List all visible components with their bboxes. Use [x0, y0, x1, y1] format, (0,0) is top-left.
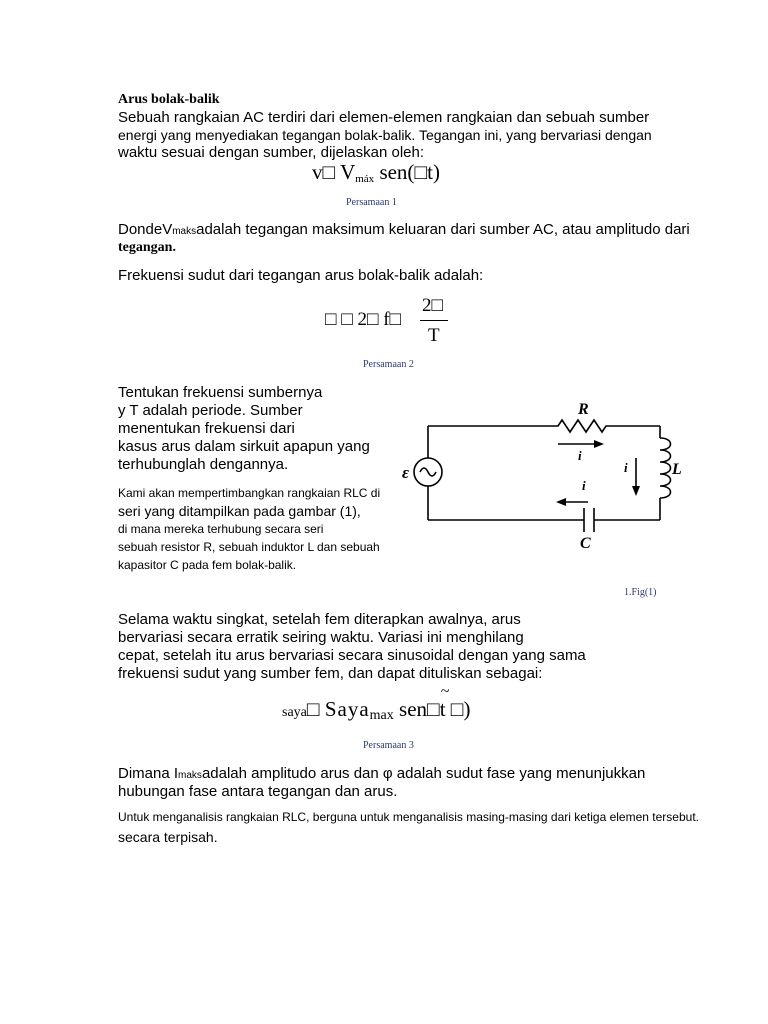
eq1-V: V: [340, 160, 356, 184]
left-small-1: Kami akan mempertimbangkan rangkaian RLC di: [118, 486, 381, 500]
intro-line-3: waktu sesuai dengan sumber, dijelaskan oleh:: [118, 144, 425, 161]
eq1-subscript: máx: [355, 173, 375, 185]
donde-subscript: maks: [172, 226, 197, 237]
arrow-top-head: [594, 440, 604, 448]
label-i-bottom: i: [582, 478, 586, 493]
rlc-circuit-diagram: [398, 396, 698, 556]
equation-3: [282, 683, 471, 724]
left-line-5: terhubunglah dengannya.: [118, 456, 289, 473]
dimana-prefix: Dimana I: [118, 765, 179, 782]
page-title: Arus bolak-balik: [118, 92, 220, 107]
eq1-t: t): [427, 160, 440, 184]
para2-line-1: Selama waktu singkat, setelah fem diterapkan awalnya, arus: [118, 611, 521, 628]
para2-line-2: bervariasi secara erratik seiring waktu. Variasi ini menghilang: [118, 629, 524, 646]
eq1-omega-box: □: [414, 160, 428, 184]
eq2-omega-box: □: [325, 309, 337, 330]
equation-1: [312, 160, 440, 185]
left-small-3: di mana mereka terhubung secara seri: [118, 522, 324, 536]
caption-equation-3: Persamaan 3: [363, 740, 414, 751]
donde-line-1: [118, 221, 690, 238]
eq3-t: t: [439, 697, 446, 721]
eq2-two: 2: [357, 309, 367, 330]
label-R: R: [578, 401, 589, 418]
eq3-omega-box: □: [427, 697, 440, 721]
capacitor-plates: [584, 508, 594, 532]
label-C: C: [580, 535, 591, 552]
final-line: secara terpisah.: [118, 829, 218, 845]
eq3-t-wrap: [439, 683, 450, 721]
left-line-3: menentukan frekuensi dari: [118, 420, 295, 437]
left-small-2: seri yang ditampilkan pada gambar (1),: [118, 503, 361, 519]
figure-caption: 1.Fig(1): [624, 587, 657, 598]
label-L: L: [672, 461, 682, 478]
eq2-numerator: [422, 295, 443, 317]
eq2-fraction-bar: [420, 320, 448, 321]
dimana-line-2: hubungan fase antara tegangan dan arus.: [118, 783, 398, 800]
eq3-subscript: max: [369, 708, 394, 723]
eq3-sen: sen: [399, 697, 428, 721]
eq2-denominator: T: [428, 325, 440, 346]
arrow-right-head: [632, 486, 640, 496]
dimana-subscript: maks: [178, 770, 202, 781]
arrow-bottom-head: [556, 498, 566, 506]
left-line-2: y T adalah periode. Sumber: [118, 402, 303, 419]
dimana-rest: adalah amplitudo arus dan φ adalah sudut fase yang menunjukkan: [201, 765, 646, 782]
frequency-intro: Frekuensi sudut dari tegangan arus bolak-balik adalah:: [118, 267, 484, 284]
eq3-close-paren: ): [463, 697, 471, 721]
caption-equation-2: Persamaan 2: [363, 359, 414, 370]
eq2-num-two: 2: [422, 295, 432, 316]
dimana-line-1: [118, 765, 645, 782]
eq3-saya: Saya: [324, 697, 370, 721]
eq3-saya-small: saya: [282, 705, 307, 720]
para2-line-4: frekuensi sudut yang sumber fem, dan dapat dituliskan sebagai:: [118, 665, 543, 682]
ac-source-wave: [420, 468, 436, 476]
intro-line-1: Sebuah rangkaian AC terdiri dari elemen-elemen rangkaian dan sebuah sumber: [118, 109, 650, 126]
label-i-right: i: [624, 460, 628, 475]
eq2-f: f: [383, 309, 390, 330]
donde-prefix: DondeV: [118, 221, 173, 238]
eq2-equals-box-2: □: [389, 309, 402, 330]
donde-rest: adalah tegangan maksimum keluaran dari sumber AC, atau amplitudo dari: [196, 221, 690, 238]
eq3-tilde: ~: [440, 683, 450, 700]
final-small-line: Untuk menganalisis rangkaian RLC, berguna untuk menganalisis masing-masing dari ketiga elemen tersebut.: [118, 810, 699, 824]
label-emf: ε: [402, 463, 409, 482]
eq1-sen: sen(: [379, 160, 415, 184]
eq2-pi-box: □: [366, 309, 379, 330]
left-line-4: kasus arus dalam sirkuit apapun yang: [118, 438, 370, 455]
eq1-box: □: [322, 160, 336, 184]
inductor-coil: [660, 438, 671, 498]
left-line-1: Tentukan frekuensi sumbernya: [118, 384, 323, 401]
eq2-num-pi: □: [431, 295, 443, 316]
para2-line-3: cepat, setelah itu arus bervariasi secara sinusoidal dengan yang sama: [118, 647, 586, 664]
equation-2-left: [325, 309, 401, 331]
eq3-equals-box: □: [306, 697, 320, 721]
label-i-top: i: [578, 448, 582, 463]
caption-equation-1: Persamaan 1: [346, 197, 397, 208]
donde-line-2: tegangan.: [118, 240, 176, 255]
resistor-wire: [428, 420, 660, 432]
left-small-5: kapasitor C pada fem bolak-balik.: [118, 558, 297, 572]
left-small-4: sebuah resistor R, sebuah induktor L dan sebuah: [118, 540, 380, 554]
eq1-v: v: [312, 160, 323, 184]
intro-line-2: energi yang menyediakan tegangan bolak-balik. Tegangan ini, yang bervariasi dengan: [118, 127, 652, 143]
eq2-equals-box: □: [341, 309, 353, 330]
eq3-phi-box: □: [450, 697, 464, 721]
